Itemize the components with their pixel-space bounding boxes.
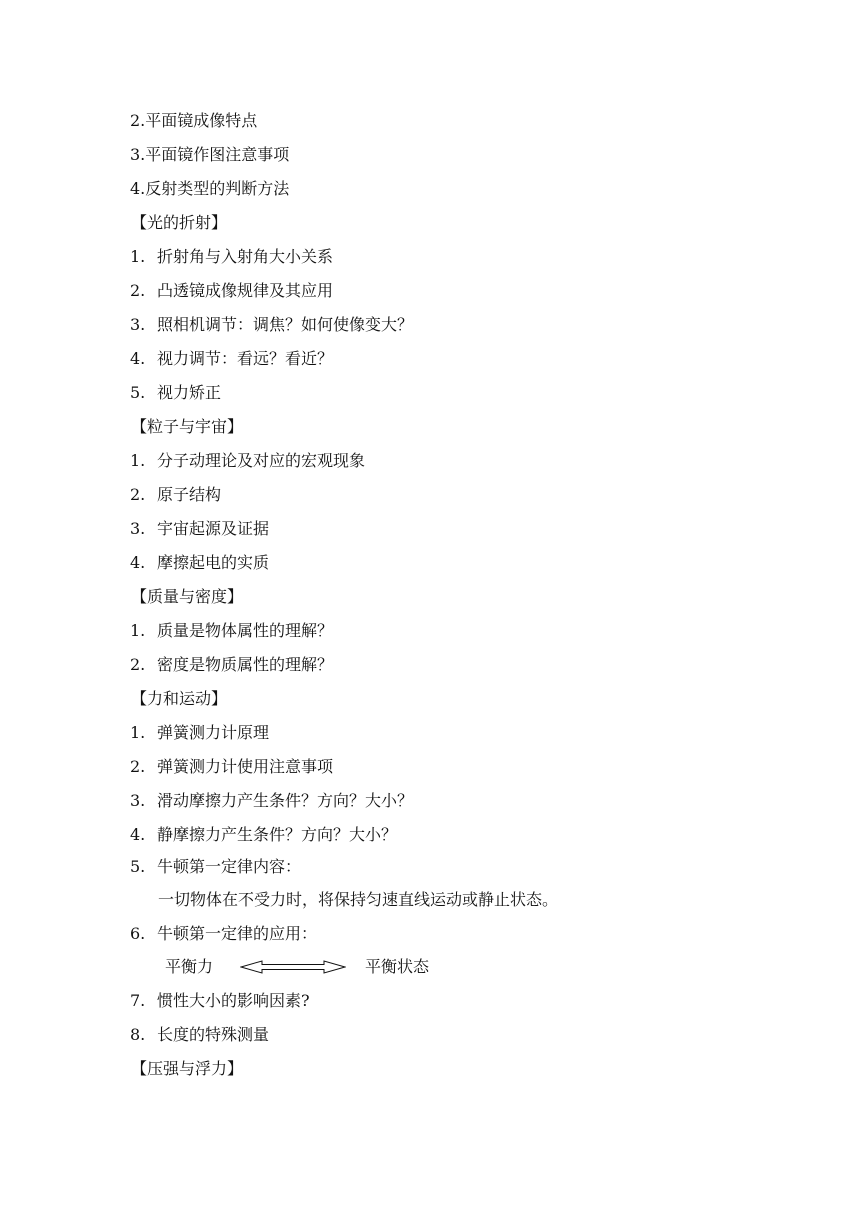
list-item [130, 444, 365, 478]
item-number: 2. [130, 655, 146, 674]
section-heading-pressure-buoyancy: 【压强与浮力】 [131, 1059, 244, 1078]
section-heading-refraction: 【光的折射】 [131, 213, 228, 232]
list-item [130, 376, 221, 410]
item-text: 质量是物体属性的理解？ [157, 621, 334, 640]
item-text: 牛顿第一定律的应用： [157, 924, 318, 943]
item-number: 1. [130, 621, 146, 640]
list-item [130, 1018, 269, 1052]
item-text: 静摩擦力产生条件？方向？大小？ [157, 825, 398, 844]
intro-item-4: 4.反射类型的判断方法 [130, 179, 290, 198]
intro-item-3: 3.平面镜作图注意事项 [130, 145, 290, 164]
balance-force-label: 平衡力 [165, 957, 214, 976]
item-text: 惯性大小的影响因素? [157, 991, 310, 1010]
list-item [130, 716, 269, 750]
balance-state-label: 平衡状态 [365, 957, 430, 976]
item-text: 照相机调节：调焦？如何使像变大？ [157, 315, 414, 334]
item-text: 视力调节：看远？看近？ [157, 349, 334, 368]
item-number: 7. [130, 991, 146, 1010]
balance-relation [165, 950, 465, 984]
item-number: 3. [130, 315, 146, 334]
item-text: 滑动摩擦力产生条件？方向？大小？ [157, 791, 414, 810]
list-item [130, 512, 269, 546]
list-item [130, 308, 413, 342]
item-number: 3. [130, 519, 146, 538]
item-text: 弹簧测力计使用注意事项 [157, 757, 334, 776]
item-number: 1. [130, 451, 146, 470]
item-text: 弹簧测力计原理 [157, 723, 270, 742]
item-text: 密度是物质属性的理解？ [157, 655, 334, 674]
section-heading-force-motion: 【力和运动】 [131, 689, 228, 708]
item-text: 宇宙起源及证据 [157, 519, 270, 538]
item-text: 折射角与入射角大小关系 [157, 247, 334, 266]
item-number: 5. [130, 383, 146, 402]
list-item [130, 818, 397, 852]
list-item [130, 546, 269, 580]
item-number: 2. [130, 281, 146, 300]
list-item [130, 342, 333, 376]
list-item [130, 614, 333, 648]
item-number: 6. [130, 924, 146, 943]
item-text: 分子动理论及对应的宏观现象 [157, 451, 366, 470]
list-item [130, 648, 333, 682]
section-heading-mass-density: 【质量与密度】 [131, 587, 244, 606]
item-text: 视力矫正 [157, 383, 222, 402]
newton-first-law-statement: 一切物体在不受力时，将保持匀速直线运动或静止状态。 [158, 890, 559, 909]
item-text: 原子结构 [157, 485, 222, 504]
item-text: 摩擦起电的实质 [157, 553, 270, 572]
section-heading-particles: 【粒子与宇宙】 [131, 417, 244, 436]
item-number: 1. [130, 723, 146, 742]
item-number: 4. [130, 349, 146, 368]
intro-item-2: 2.平面镜成像特点 [130, 111, 258, 130]
item-text: 牛顿第一定律内容： [157, 857, 302, 876]
item-number: 4. [130, 553, 146, 572]
item-number: 2. [130, 757, 146, 776]
list-item [130, 240, 333, 274]
item-text: 凸透镜成像规律及其应用 [157, 281, 334, 300]
list-item [130, 984, 310, 1018]
list-item [130, 274, 333, 308]
double-arrow-icon [240, 960, 346, 974]
item-number: 5. [130, 857, 146, 876]
list-item [130, 850, 301, 884]
item-number: 1. [130, 247, 146, 266]
item-number: 4. [130, 825, 146, 844]
item-text: 长度的特殊测量 [157, 1025, 270, 1044]
item-number: 2. [130, 485, 146, 504]
item-number: 3. [130, 791, 146, 810]
list-item [130, 750, 333, 784]
list-item [130, 784, 413, 818]
list-item [130, 917, 317, 951]
item-number: 8. [130, 1025, 146, 1044]
list-item [130, 478, 221, 512]
